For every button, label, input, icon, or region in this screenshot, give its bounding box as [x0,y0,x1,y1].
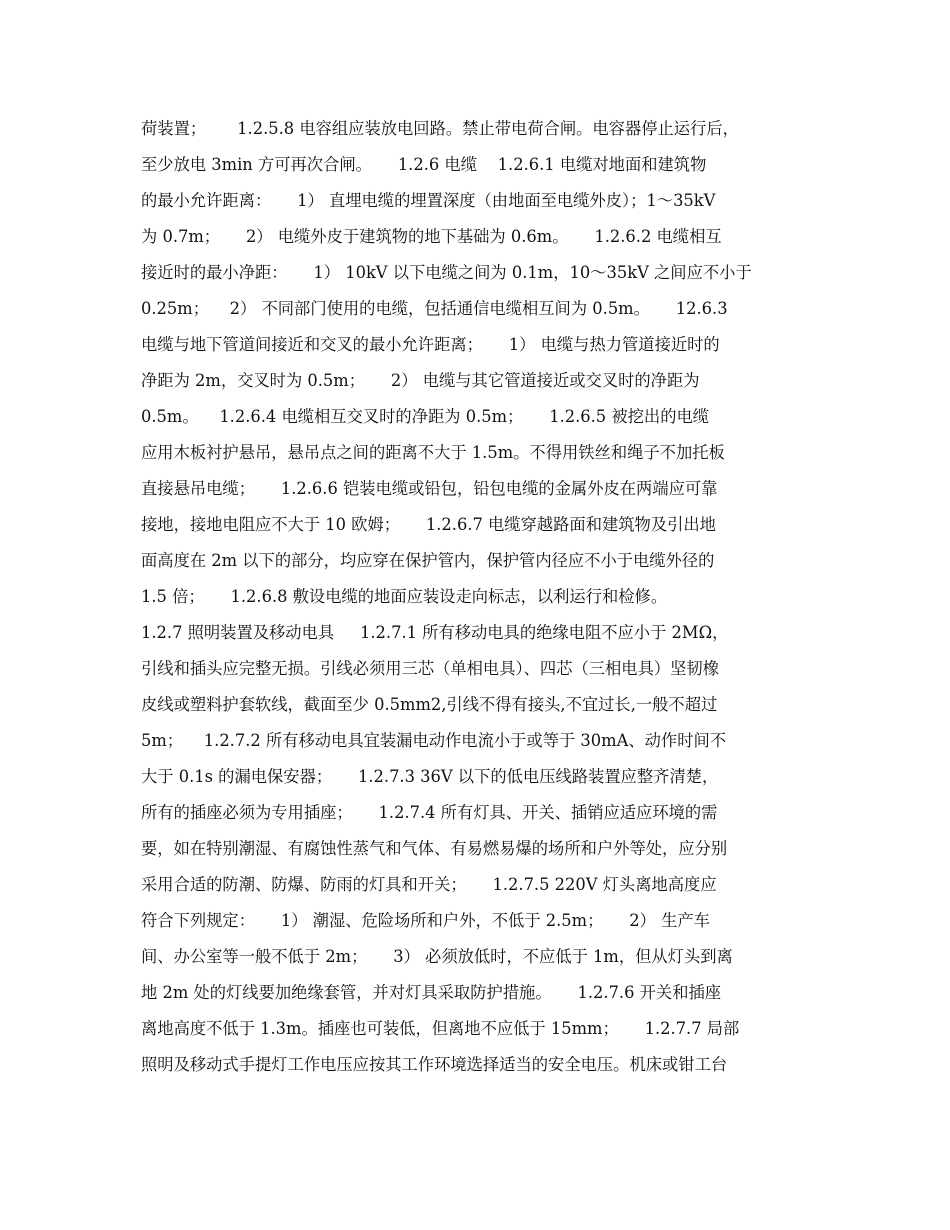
text-line: 面高度在 2m 以下的部分，均应穿在保护管内，保护管内径应不小于电缆外径的 [141,551,715,570]
text-line: 5m； 1.2.7.2 所有移动电具宜装漏电动作电流小于或等于 30mA、动作时间不 [141,731,727,750]
text-line: 照明及移动式手提灯工作电压应按其工作环境选择适当的安全电压。机床或钳工台 [141,1055,728,1074]
text-line: 采用合适的防潮、防爆、防雨的灯具和开关； 1.2.7.5 220V 灯头离地高度应 [141,875,717,894]
text-line: 1.5 倍； 1.2.6.8 敷设电缆的地面应装设走向标志，以利运行和检修。 [141,587,668,606]
text-line: 接近时的最小净距： 1） 10kV 以下电缆之间为 0.1m，10～35kV 之间应不小于 [141,263,752,282]
text-line: 至少放电 3min 方可再次合闸。 1.2.6 电缆 1.2.6.1 电缆对地面和建筑物 [141,155,707,174]
text-line: 1.2.7 照明装置及移动电具 1.2.7.1 所有移动电具的绝缘电阻不应小于 2MΩ， [141,623,729,642]
text-line: 净距为 2m，交叉时为 0.5m； 2） 电缆与其它管道接近或交叉时的净距为 [141,371,700,390]
text-line: 皮线或塑料护套软线，截面至少 0.5mm2,引线不得有接头,不宜过长,一般不超过 [141,695,718,714]
text-line: 所有的插座必须为专用插座； 1.2.7.4 所有灯具、开关、插销应适应环境的需 [141,803,718,822]
text-line: 符合下列规定： 1） 潮湿、危险场所和户外，不低于 2.5m； 2） 生产车 [141,911,710,930]
text-line: 0.25m； 2） 不同部门使用的电缆，包括通信电缆相互间为 0.5m。 12.6.3 [141,299,728,318]
text-line: 荷装置； 1.2.5.8 电容组应装放电回路。禁止带电荷合闸。电容器停止运行后， [141,119,739,138]
text-line: 要，如在特别潮湿、有腐蚀性蒸气和气体、有易燃易爆的场所和户外等处，应分别 [141,839,728,858]
text-line: 的最小允许距离： 1） 直埋电缆的埋置深度（由地面至电缆外皮）；1～35kV [141,191,716,210]
body-text [141,111,813,1083]
text-line: 地 2m 处的灯线要加绝缘套管，并对灯具采取防护措施。 1.2.7.6 开关和插座 [141,983,722,1002]
text-line: 应用木板衬护悬吊，悬吊点之间的距离不大于 1.5m。不得用铁丝和绳子不加托板 [141,443,725,462]
text-line: 引线和插头应完整无损。引线必须用三芯（单相电具）、四芯（三相电具）坚韧橡 [141,659,719,678]
text-line: 离地高度不低于 1.3m。插座也可装低，但离地不应低于 15mm； 1.2.7.7 局部 [141,1019,740,1038]
text-line: 接地，接地电阻应不大于 10 欧姆； 1.2.6.7 电缆穿越路面和建筑物及引出地 [141,515,716,534]
text-line: 大于 0.1s 的漏电保安器； 1.2.7.3 36V 以下的低电压线路装置应整齐清楚， [141,767,719,786]
text-line: 直接悬吊电缆； 1.2.6.6 铠装电缆或铅包，铅包电缆的金属外皮在两端应可靠 [141,479,718,498]
text-line: 间、办公室等一般不低于 2m； 3） 必须放低时，不应低于 1m，但从灯头到离 [141,947,733,966]
text-line: 为 0.7m； 2） 电缆外皮于建筑物的地下基础为 0.6m。 1.2.6.2 电缆相互 [141,227,722,246]
text-line: 电缆与地下管道间接近和交叉的最小允许距离； 1） 电缆与热力管道接近时的 [141,335,720,354]
text-line: 0.5m。 1.2.6.4 电缆相互交叉时的净距为 0.5m； 1.2.6.5 被挖出的电缆 [141,407,710,426]
